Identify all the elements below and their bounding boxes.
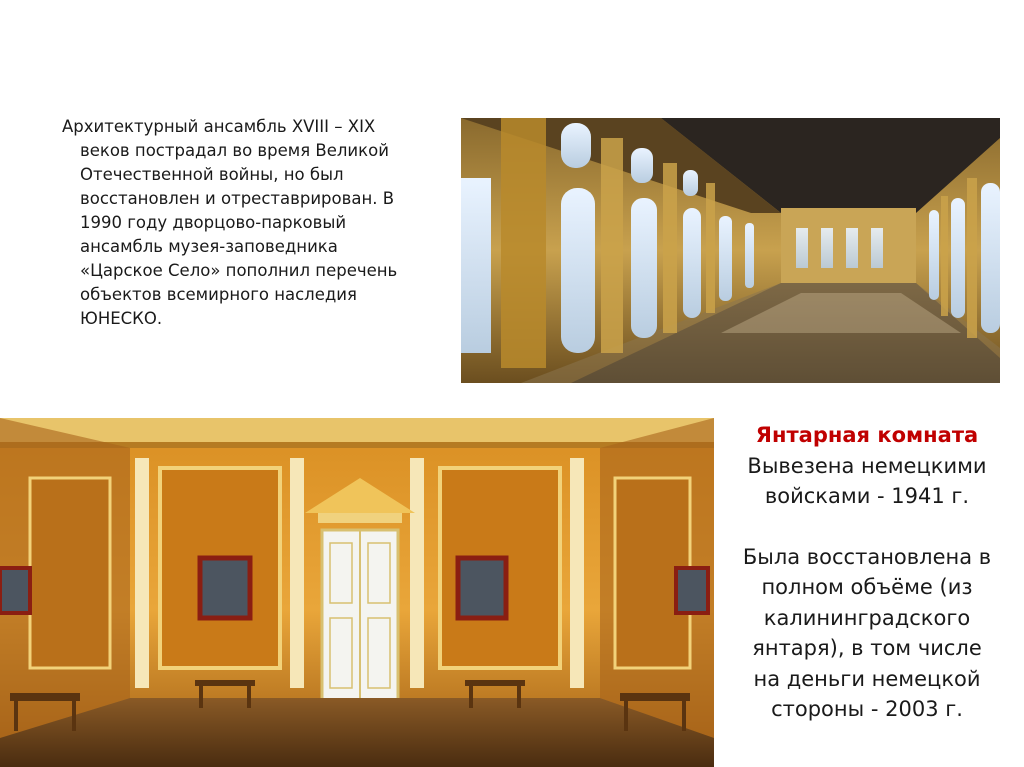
intro-line: ансамбль музея-заповедника (80, 237, 338, 256)
intro-line: 1990 году дворцово-парковый (80, 213, 347, 232)
caption-line: калининградского (763, 605, 971, 630)
great-hall-photo (461, 118, 1000, 383)
intro-line: Архитектурный ансамбль XVIII – XIX (62, 117, 376, 136)
caption-line: Была восстановлена в (742, 544, 992, 569)
amber-room-caption (722, 420, 1012, 725)
caption-title: Янтарная комната (755, 423, 979, 447)
amber-room-photo (0, 418, 714, 767)
intro-line: восстановлен и отреставрирован. В (80, 189, 395, 208)
caption-spacer (722, 512, 1012, 542)
caption-line: на деньги немецкой (753, 666, 981, 691)
intro-line: веков пострадал во время Великой (80, 141, 389, 160)
intro-text (62, 115, 454, 331)
intro-line: ЮНЕСКО. (80, 309, 163, 328)
caption-line: войсками - 1941 г. (764, 484, 970, 508)
intro-line: объектов всемирного наследия (80, 285, 357, 304)
caption-line: янтаря), в том числе (752, 636, 982, 660)
intro-line: «Царское Село» пополнил перечень (80, 261, 398, 280)
caption-line: полном объёме (из (761, 575, 973, 599)
caption-line: стороны - 2003 г. (771, 697, 963, 721)
caption-line: Вывезена немецкими (747, 453, 987, 478)
intro-line: Отечественной войны, но был (80, 165, 344, 184)
